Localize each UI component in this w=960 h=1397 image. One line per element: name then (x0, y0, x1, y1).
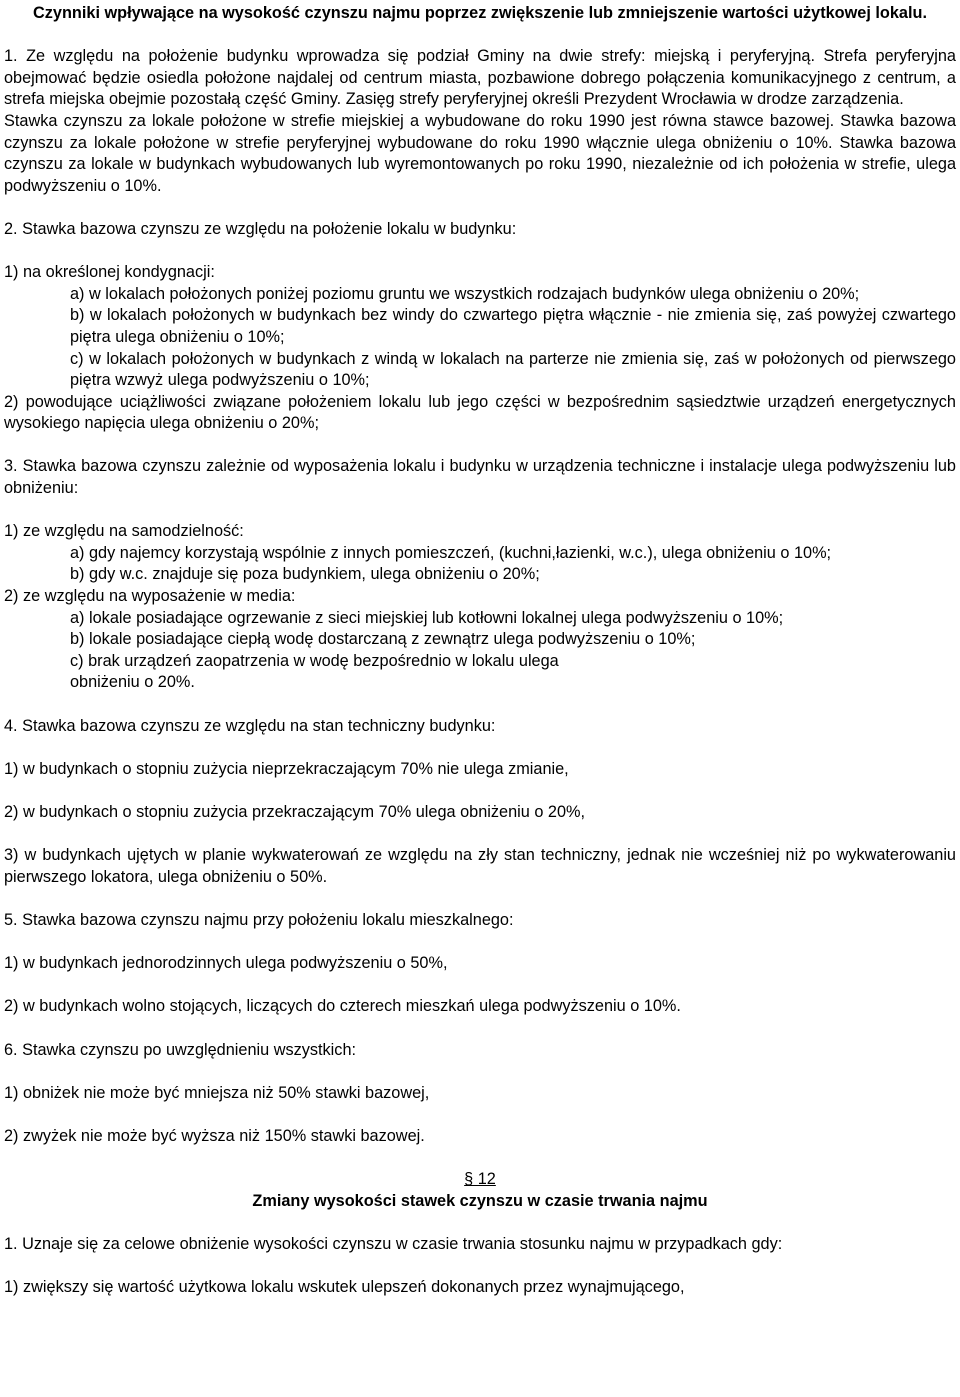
section-1-paragraph-2: Stawka czynszu za lokale położone w strefie miejskiej a wybudowane do roku 1990 jest równa stawce bazowej. Stawka bazowa czynszu za lokale położone w strefie peryferyjnej wybudowane do roku 1990 włącznie ulega obniżeniu o 10%. Stawka bazowa czynszu za lokale w budynkach wybudowanych lub wyremontowanych po roku 1990, niezależnie od ich położenia w strefie, ulega podwyższeniu o 10%. (4, 111, 956, 195)
section-5-heading: 5. Stawka bazowa czynszu najmu przy położeniu lokalu mieszkalnego: (4, 910, 514, 929)
document-title: Czynniki wpływające na wysokość czynszu najmu poprzez zwiększenie lub zmniejszenie wartości użytkowej lokalu. (33, 4, 927, 22)
section-2-item-2: 2) powodujące uciążliwości związane położeniem lokalu lub jego części w bezpośrednim sąsiedztwie urządzeń energetycznych wysokiego napięcia ulega obniżeniu o 20%; (4, 392, 956, 433)
section-3-item-1a: a) gdy najemcy korzystają wspólnie z innych pomieszczeń, (kuchni,łazienki, w.c.), ulega obniżeniu o 10%; (70, 543, 832, 562)
section-6-item-2: 2) zwyżek nie może być wyższa niż 150% stawki bazowej. (4, 1126, 425, 1145)
section-4-item-2: 2) w budynkach o stopniu zużycia przekraczającym 70% ulega obniżeniu o 20%, (4, 802, 586, 821)
section-4-item-1: 1) w budynkach o stopniu zużycia nieprzekraczającym 70% nie ulega zmianie, (4, 759, 569, 778)
section-4-item-3: 3) w budynkach ujętych w planie wykwaterowań ze względu na zły stan techniczny, jednak nie wcześniej niż po wykwaterowaniu pierwszego lokatora, ulega obniżeniu o 50%. (4, 846, 956, 886)
section-2-item-1c: c) w lokalach położonych w budynkach z windą w lokalach na parterze nie zmienia się, zaś w położonych od pierwszego piętra wzwyż ulega podwyższeniu o 10%; (70, 349, 956, 390)
section-5-item-2: 2) w budynkach wolno stojących, liczących do czterech mieszkań ulega podwyższeniu o 10%. (4, 997, 681, 1016)
section-3-item-1b: b) gdy w.c. znajduje się poza budynkiem, ulega obniżeniu o 20%; (70, 565, 540, 584)
section-6-item-1: 1) obniżek nie może być mniejsza niż 50% stawki bazowej, (4, 1083, 430, 1102)
section-3-item-2a: a) lokale posiadające ogrzewanie z sieci miejskiej lub kotłowni lokalnej ulega podwyższeniu o 10%; (70, 608, 784, 627)
section-3-item-2b: b) lokale posiadające ciepłą wodę dostarczaną z zewnątrz ulega podwyższeniu o 10%; (70, 630, 696, 649)
section-3-item-2c-cont: obniżeniu o 20%. (70, 673, 195, 692)
section-3-item-2: 2) ze względu na wyposażenie w media: (4, 587, 296, 606)
section-3-item-1: 1) ze względu na samodzielność: (4, 522, 244, 541)
section-4-heading: 4. Stawka bazowa czynszu ze względu na stan techniczny budynku: (4, 716, 496, 735)
section-2-heading: 2. Stawka bazowa czynszu ze względu na położenie lokalu w budynku: (4, 219, 517, 238)
section-sign-12: § 12 (464, 1170, 496, 1189)
section-5-item-1: 1) w budynkach jednorodzinnych ulega podwyższeniu o 50%, (4, 954, 448, 973)
section-12-title: Zmiany wysokości stawek czynszu w czasie trwania najmu (252, 1191, 708, 1210)
section-6-heading: 6. Stawka czynszu po uwzględnieniu wszystkich: (4, 1040, 357, 1059)
section-1-paragraph-1: 1. Ze względu na położenie budynku wprowadza się podział Gminy na dwie strefy: miejską i peryferyjną. Strefa peryferyjna obejmować będzie osiedla położone najdalej od centrum miasta, pozbawione dobrego połączenia komunikacyjnego z centrum, a strefa miejska obejmie pozostałą część Gminy. Zasięg strefy peryferyjnej określi Prezydent Wrocławia w drodze zarządzenia. (4, 47, 956, 109)
section-12-item-1: 1) zwiększy się wartość użytkowa lokalu wskutek ulepszeń dokonanych przez wynajmującego, (4, 1278, 685, 1297)
section-3-item-2c: c) brak urządzeń zaopatrzenia w wodę bezpośrednio w lokalu ulega (70, 651, 559, 670)
section-12-paragraph-1: 1. Uznaje się za celowe obniżenie wysokości czynszu w czasie trwania stosunku najmu w przypadkach gdy: (4, 1234, 783, 1253)
section-3-heading: 3. Stawka bazowa czynszu zależnie od wyposażenia lokalu i budynku w urządzenia techniczne i instalacje ulega podwyższeniu lub obniżeniu: (4, 457, 956, 498)
section-2-item-1: 1) na określonej kondygnacji: (4, 263, 215, 282)
section-2-item-1b: b) w lokalach położonych w budynkach bez windy do czwartego piętra włącznie - nie zmienia się, zaś powyżej czwartego piętra ulega obniżeniu o 10%; (70, 306, 956, 346)
section-2-item-1a: a) w lokalach położonych poniżej poziomu gruntu we wszystkich rodzajach budynków ulega obniżeniu o 20%; (70, 284, 860, 303)
